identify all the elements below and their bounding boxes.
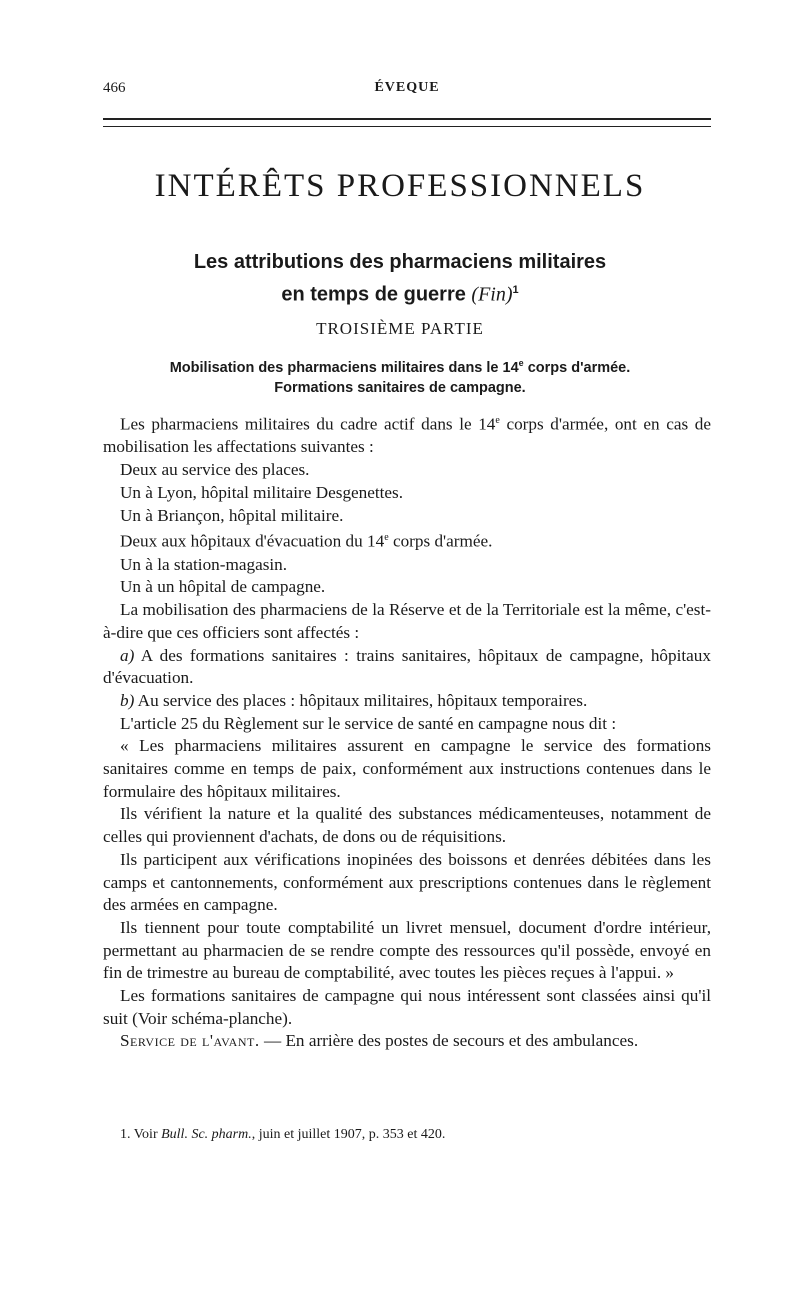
p17-text: — En arrière des postes de secours et des ambulances. (259, 1031, 639, 1051)
list-label-a: a) (120, 645, 135, 665)
p5-a: Deux aux hôpitaux d'évacuation du 14 (120, 531, 385, 551)
subheading-line1 (0, 353, 800, 378)
subheading (0, 353, 800, 398)
paragraph: Ils vérifient la nature et la qualité des substances médicamenteuses, notamment de celles qui proviennent d'achats, de dons ou de réquisitions. (103, 804, 711, 847)
article-title-line2-text: en temps de guerre (281, 283, 466, 306)
paragraph (103, 410, 711, 459)
subheading-line1-sup: e (518, 358, 524, 368)
paragraph: Un à la station-magasin. (120, 554, 288, 574)
subheading-line2: Formations sanitaires de campagne. (274, 379, 526, 396)
subheading-line1-b: corps d'armée. (523, 359, 631, 376)
p1-a: Les pharmaciens militaires du cadre actif dans le 14 (120, 414, 496, 434)
paragraph (103, 690, 711, 713)
article-title (0, 248, 800, 309)
paragraph (103, 527, 711, 553)
list-label-b: b) (120, 690, 135, 710)
paragraph (103, 645, 711, 690)
part-heading: TROISIÈME PARTIE (316, 319, 484, 338)
paragraph: Ils participent aux vérifications inopinées des boissons et denrées débitées dans les camps et cantonnements, conformément aux prescriptions contenues dans le règlement des armées en campagne. (103, 849, 711, 915)
paragraph: « Les pharmaciens militaires assurent en campagne le service des formations sanitaires comme en temps de paix, conformément aux instructions contenues dans le formulaire des hôpitaux militaires. (103, 736, 711, 801)
paragraph: Ils tiennent pour toute comptabilité un livret mensuel, document d'ordre intérieur, permettant au pharmacien de se rendre compte des ressources qu'il possède, envoyé en fin de trimestre au bureau de comptabilité, avec toutes les pièces reçues à l'appui. » (103, 917, 711, 983)
p1-b: corps d'armée, ont en cas de mobilisation les affectations suivantes : (103, 414, 711, 457)
paragraph: La mobilisation des pharmaciens de la Réserve et de la Territoriale est la même, c'est-à-dire que ces officiers sont affectés : (103, 600, 711, 642)
footnote-source: Bull. Sc. pharm. (161, 1127, 252, 1142)
footnote (120, 1127, 711, 1143)
p1-sup: e (495, 415, 500, 426)
footnote-number: 1. (120, 1127, 131, 1142)
footnote-ref: 1 (512, 284, 519, 296)
paragraph: Un à Lyon, hôpital militaire Desgenettes. (120, 482, 404, 502)
p10-text: Au service des places : hôpitaux militaires, hôpitaux temporaires. (134, 690, 588, 710)
article-title-line2 (0, 276, 800, 309)
body-text (103, 410, 711, 1053)
paragraph: L'article 25 du Règlement sur le service de santé en campagne nous dit : (120, 713, 617, 733)
footnote-text-b: , juin et juillet 1907, p. 353 et 420. (251, 1127, 446, 1142)
service-label: Service de l'avant. (120, 1031, 260, 1051)
section-heading: INTÉRÊTS PROFESSIONNELS (154, 168, 646, 204)
paragraph: Les formations sanitaires de campagne qui nous intéressent sont classées ainsi qu'il suit (Voir schéma-planche). (103, 986, 711, 1028)
p5-sup: e (384, 532, 389, 544)
p9-text: A des formations sanitaires : trains sanitaires, hôpitaux de campagne, hôpitaux d'évacuation. (103, 645, 711, 688)
p5-b: corps d'armée. (388, 531, 493, 551)
footnote-text-a: Voir (130, 1127, 162, 1142)
running-title: ÉVEQUE (374, 80, 440, 95)
page-number: 466 (103, 80, 126, 96)
article-title-line1: Les attributions des pharmaciens militaires (193, 251, 607, 273)
paragraph: Un à un hôpital de campagne. (120, 577, 326, 597)
subheading-line1-a: Mobilisation des pharmaciens militaires dans le 14 (169, 359, 519, 376)
running-head (103, 80, 711, 100)
paragraph: Deux au service des places. (120, 460, 310, 480)
paragraph: Un à Briançon, hôpital militaire. (120, 505, 344, 525)
article-title-fin: (Fin) (471, 283, 513, 306)
header-rule (103, 118, 711, 127)
paragraph (103, 1030, 711, 1053)
